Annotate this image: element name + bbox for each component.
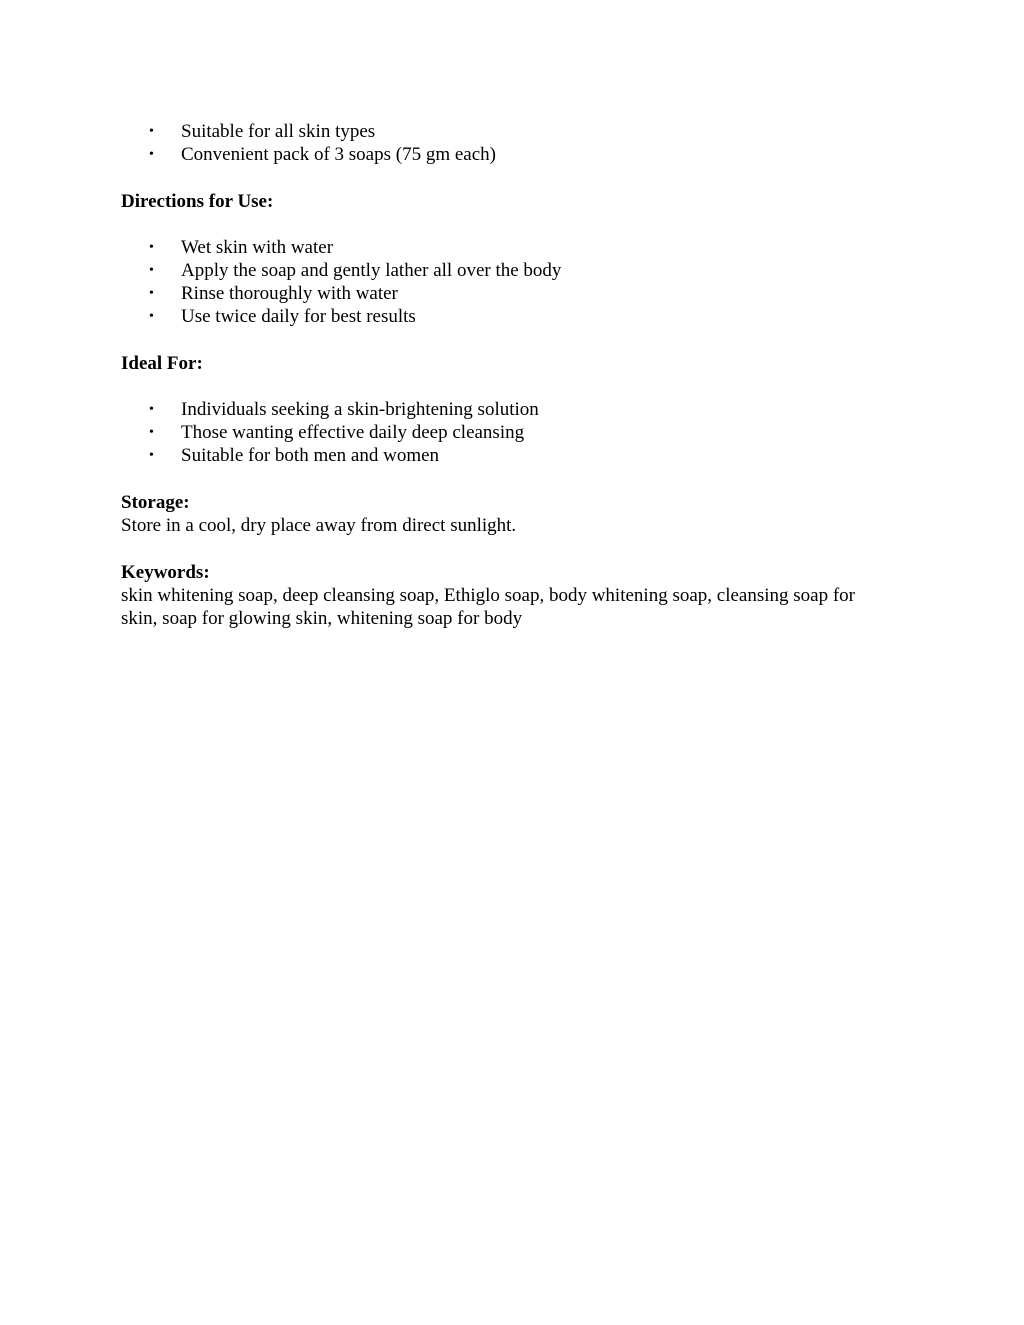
storage-heading: Storage: xyxy=(121,492,190,513)
ideal-for-list xyxy=(121,398,911,467)
keywords-line-2: skin, soap for glowing skin, whitening soap for body xyxy=(121,608,523,629)
bullet-icon: • xyxy=(149,147,154,162)
list-item: • Rinse thoroughly with water xyxy=(149,283,398,304)
keywords-line-1: skin whitening soap, deep cleansing soap, Ethiglo soap, body whitening soap, cleansing soap for xyxy=(121,585,856,606)
list-item: • Suitable for both men and women xyxy=(149,445,440,466)
list-item: • Suitable for all skin types xyxy=(149,121,376,142)
ideal-for-heading: Ideal For: xyxy=(121,353,203,374)
list-item: • Apply the soap and gently lather all over the body xyxy=(149,260,562,281)
intro-list xyxy=(121,120,911,166)
bullet-icon: • xyxy=(149,309,154,324)
bullet-icon: • xyxy=(149,425,154,440)
bullet-icon: • xyxy=(149,448,154,463)
bullet-icon: • xyxy=(149,286,154,301)
bullet-icon: • xyxy=(149,240,154,255)
bullet-icon: • xyxy=(149,263,154,278)
list-item: • Wet skin with water xyxy=(149,237,334,258)
bullet-icon: • xyxy=(149,402,154,417)
storage-text: Store in a cool, dry place away from direct sunlight. xyxy=(121,515,517,536)
list-item: • Those wanting effective daily deep cleansing xyxy=(149,422,525,443)
list-item: • Individuals seeking a skin-brightening solution xyxy=(149,399,539,420)
list-item: • Use twice daily for best results xyxy=(149,306,416,327)
document-page xyxy=(121,120,911,630)
bullet-icon: • xyxy=(149,124,154,139)
directions-list xyxy=(121,236,911,328)
list-item: • Convenient pack of 3 soaps (75 gm each) xyxy=(149,144,496,165)
keywords-heading: Keywords: xyxy=(121,562,210,583)
directions-heading: Directions for Use: xyxy=(121,191,274,212)
